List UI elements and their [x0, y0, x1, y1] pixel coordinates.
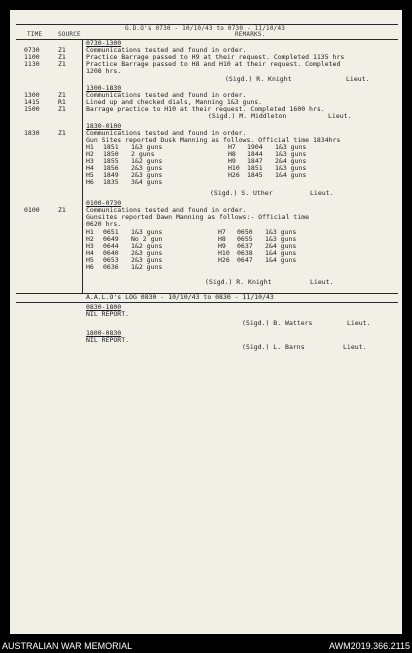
gunsite-time: 1856: [103, 164, 119, 172]
gunsite-guns: 1&2 guns: [131, 242, 163, 250]
signature-rank: Lieut.: [346, 75, 370, 83]
gunsite-site: H1: [86, 228, 94, 236]
gunsite-site: H7: [228, 143, 236, 151]
entry-text: Communications tested and found in order.: [86, 91, 247, 99]
entry-source: Z1: [58, 129, 66, 137]
column-header-source: SOURCE: [58, 31, 81, 38]
entry-source: Z1: [58, 46, 66, 54]
signature: (Sigd.) M. Middleton: [208, 112, 287, 120]
entry-text: Practice Barrage passed to H9 at their request. Completed 1135 hrs: [86, 53, 345, 61]
gunsite-guns: 2&3 guns: [131, 256, 163, 264]
period-heading: 1300-1830: [86, 84, 122, 92]
entry-text: Gun Sites reported Dusk Manning as follows. Official time 1834hrs: [86, 136, 341, 144]
entry-time: 1300: [24, 91, 40, 99]
gunsite-time: 1844: [247, 150, 263, 158]
gunsite-guns: 1&3 guns: [131, 228, 163, 236]
gunsite-guns: 1&2 guns: [131, 157, 163, 165]
gunsite-guns: 1&4 guns: [275, 171, 307, 179]
entry-time: 1500: [24, 105, 40, 113]
gunsite-guns: 1&4 guns: [265, 256, 297, 264]
entry-time: 1830: [24, 129, 40, 137]
gunsite-time: 1851: [103, 143, 119, 151]
gunsite-time: 1904: [247, 143, 263, 151]
gunsite-guns: 2&3 guns: [131, 164, 163, 172]
gunsite-site: H1: [86, 143, 94, 151]
column-header-remarks: REMARKS.: [235, 31, 266, 38]
gunsite-time: 1849: [103, 171, 119, 179]
gunsite-guns: 1&2 guns: [131, 263, 163, 271]
gunsite-time: 1835: [103, 178, 119, 186]
signature-rank: Lieut.: [310, 278, 334, 286]
gunsite-time: 0636: [103, 263, 119, 271]
signature-rank: Lieut.: [343, 343, 367, 351]
gunsite-site: H10: [218, 249, 230, 257]
gunsite-site: H26: [218, 256, 230, 264]
gunsite-guns: 1&3 guns: [275, 164, 307, 172]
gunsite-site: H3: [86, 242, 94, 250]
signature-rank: Lieut.: [328, 112, 352, 120]
gunsite-time: 0640: [103, 249, 119, 257]
gunsite-time: 0655: [237, 235, 253, 243]
entry-source: Z1: [58, 60, 66, 68]
entry-time: 0730: [24, 46, 40, 54]
gunsite-time: 0649: [103, 235, 119, 243]
gunsite-time: 0653: [103, 256, 119, 264]
gunsite-guns: 1&3 guns: [131, 143, 163, 151]
nil-report: NIL REPORT.: [86, 310, 130, 318]
gunsite-site: H6: [86, 178, 94, 186]
gunsite-time: 0644: [103, 242, 119, 250]
period-heading: 1800-0830: [86, 329, 122, 337]
signature: (Sigd.) R. Knight: [205, 278, 272, 286]
gunsite-site: H26: [228, 171, 240, 179]
gunsite-guns: 1&4 guns: [265, 249, 297, 257]
entry-time: 0100: [24, 206, 40, 214]
gunsite-site: H2: [86, 235, 94, 243]
entry-source: Z1: [58, 105, 66, 113]
gunsite-guns: 1&3 guns: [265, 228, 297, 236]
gunsite-site: H5: [86, 256, 94, 264]
gunsite-time: 1850: [103, 150, 119, 158]
gunsite-guns: 1&3 guns: [265, 235, 297, 243]
gunsite-guns: 1&3 guns: [275, 150, 307, 158]
signature-rank: Lieut.: [347, 319, 371, 327]
gunsite-site: H8: [228, 150, 236, 158]
gunsite-guns: No 2 gun: [131, 235, 163, 243]
gunsite-site: H8: [218, 235, 226, 243]
signature: (Sigd.) L. Barns: [242, 343, 305, 351]
entry-text: Lined up and checked dials, Manning 1&3 guns.: [86, 98, 263, 106]
entry-continuation: 1208 hrs.: [86, 67, 122, 75]
gunsite-guns: 2&3 guns: [131, 249, 163, 257]
period-heading: 1830-0100: [86, 122, 122, 130]
archive-footer: [0, 640, 412, 653]
gunsite-time: 0638: [237, 249, 253, 257]
entry-time: 1100: [24, 53, 40, 61]
gunsite-guns: 2 guns: [131, 150, 155, 158]
period-heading: 0100-0730: [86, 199, 122, 207]
entry-text: Barrage practice to H10 at their request. Completed 1600 hrs.: [86, 105, 325, 113]
section-rule: [16, 302, 398, 303]
archive-name: AUSTRALIAN WAR MEMORIAL: [2, 641, 133, 651]
gunsite-time: 0647: [237, 256, 253, 264]
header-rule: [16, 39, 398, 40]
column-divider: [82, 39, 83, 293]
entry-text: Communications tested and found in order.: [86, 206, 247, 214]
gunsite-time: 1847: [247, 157, 263, 165]
gunsite-site: H6: [86, 263, 94, 271]
gunsite-guns: 2&4 guns: [265, 242, 297, 250]
gunsite-site: H10: [228, 164, 240, 172]
gunsite-site: H4: [86, 249, 94, 257]
signature-rank: Lieut.: [310, 189, 334, 197]
signature: (Sigd.) S. Uther: [210, 189, 273, 197]
gunsite-time: 0650: [237, 228, 253, 236]
entry-text: Communications tested and found in order.: [86, 129, 247, 137]
gunsite-site: H7: [218, 228, 226, 236]
archive-reference: AWM2019.366.2115: [328, 641, 410, 651]
gunsite-time: 1845: [247, 171, 263, 179]
gunsite-time: 0651: [103, 228, 119, 236]
gunsite-site: H4: [86, 164, 94, 172]
gunsite-site: H2: [86, 150, 94, 158]
gunsite-site: H9: [228, 157, 236, 165]
entry-text: 0620 hrs.: [86, 220, 122, 228]
log-title: G.D.O's 0730 - 10/10/43 to 0730 - 11/10/43: [125, 25, 286, 32]
gunsite-site: H5: [86, 171, 94, 179]
column-header-time: TIME: [27, 31, 43, 38]
entry-time: 1415: [24, 98, 40, 106]
gunsite-time: 1851: [247, 164, 263, 172]
nil-report: NIL REPORT.: [86, 336, 130, 344]
gunsite-site: H9: [218, 242, 226, 250]
signature: (Sigd.) R. Knight: [225, 75, 292, 83]
entry-source: Z1: [58, 206, 66, 214]
document-page: [10, 10, 402, 634]
gunsite-guns: 1&3 guns: [275, 143, 307, 151]
entry-text: Gunsites reported Dawn Manning as follows:- Official time: [86, 213, 310, 221]
entry-source: Z1: [58, 91, 66, 99]
gunsite-guns: 2&4 guns: [275, 157, 307, 165]
period-heading: 0830-1800: [86, 303, 122, 311]
entry-source: R1: [58, 98, 66, 106]
gunsite-time: 0637: [237, 242, 253, 250]
gunsite-guns: 3&4 guns: [131, 178, 163, 186]
period-heading: 0730-1300: [86, 39, 122, 47]
gunsite-guns: 2&3 guns: [131, 171, 163, 179]
entry-text: Practice Barrage passed to H8 and H10 at their request. Completed: [86, 60, 341, 68]
entry-source: Z1: [58, 53, 66, 61]
gunsite-site: H3: [86, 157, 94, 165]
gunsite-time: 1855: [103, 157, 119, 165]
aalo-log-title: A.A.L.O's LOG 0830 - 10/10/43 to 0830 - 11/10/43: [86, 293, 274, 301]
entry-time: 1130: [24, 60, 40, 68]
signature: (Sigd.) B. Watters: [242, 319, 313, 327]
entry-text: Communications tested and found in order.: [86, 46, 247, 54]
